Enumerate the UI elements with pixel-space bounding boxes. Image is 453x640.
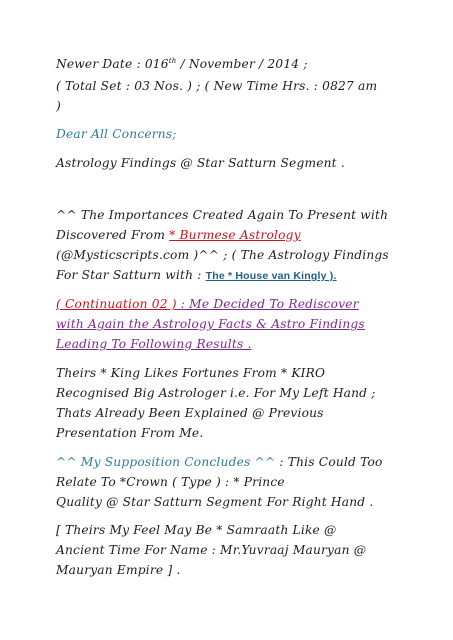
- paragraph1-line2-text: Discovered From: [56, 228, 170, 242]
- date-line: [56, 55, 308, 73]
- paragraph1-line4-text: For Star Satturn with :: [56, 268, 206, 282]
- paragraph4-line1: [ Theirs My Feel May Be * Samraath Like @: [56, 523, 337, 537]
- paragraph4-line2: Ancient Time For Name : Mr.Yuvraaj Mauryan @: [56, 543, 367, 557]
- paragraph3-line2: Relate To *Crown ( Type ) : * Prince: [56, 475, 285, 489]
- continuation-label: ( Continuation 02 ): [56, 297, 177, 311]
- total-set-line: ( Total Set : 03 Nos. ) ; ( New Time Hrs. : 0827 am: [56, 79, 378, 93]
- house-van-kingly-link[interactable]: The * House van Kingly ).: [205, 270, 337, 282]
- continuation-line3: Leading To Following Results .: [56, 337, 252, 351]
- paragraph1-line3: (@Mysticscripts.com )^^ ; ( The Astrology Findings: [56, 248, 389, 262]
- paragraph3-line3: Quality @ Star Satturn Segment For Right Hand .: [56, 495, 374, 509]
- supposition-label: ^^ My Supposition Concludes ^^: [56, 455, 276, 469]
- paragraph2-line4: Presentation From Me.: [56, 426, 204, 440]
- total-set-line-end: ): [56, 99, 61, 113]
- subject-line: Astrology Findings @ Star Satturn Segment .: [56, 156, 345, 170]
- paragraph4-line3: Mauryan Empire ] .: [56, 563, 181, 577]
- paragraph3-line1: [56, 453, 383, 471]
- paragraph2-line3: Thats Already Been Explained @ Previous: [56, 406, 324, 420]
- continuation-line1-rest: : Me Decided To Rediscover: [176, 297, 359, 311]
- paragraph3-line1-rest: : This Could Too: [275, 455, 383, 469]
- continuation-line1: [56, 295, 359, 313]
- date-suffix: / November / 2014 ;: [176, 57, 308, 71]
- paragraph1-line2: [56, 226, 301, 244]
- paragraph2-line2: Recognised Big Astrologer i.e. For My Left Hand ;: [56, 386, 376, 400]
- paragraph1-line1: ^^ The Importances Created Again To Present with: [56, 208, 389, 222]
- greeting: Dear All Concerns;: [56, 127, 177, 141]
- paragraph2-line1: Theirs * King Likes Fortunes From * KIRO: [56, 366, 326, 380]
- continuation-line2: with Again the Astrology Facts & Astro Findings: [56, 317, 365, 331]
- date-prefix: Newer Date : 016: [56, 57, 169, 71]
- date-superscript: th: [168, 56, 177, 65]
- paragraph1-line4: [56, 266, 337, 285]
- burmese-astrology-link[interactable]: * Burmese Astrology: [169, 228, 301, 242]
